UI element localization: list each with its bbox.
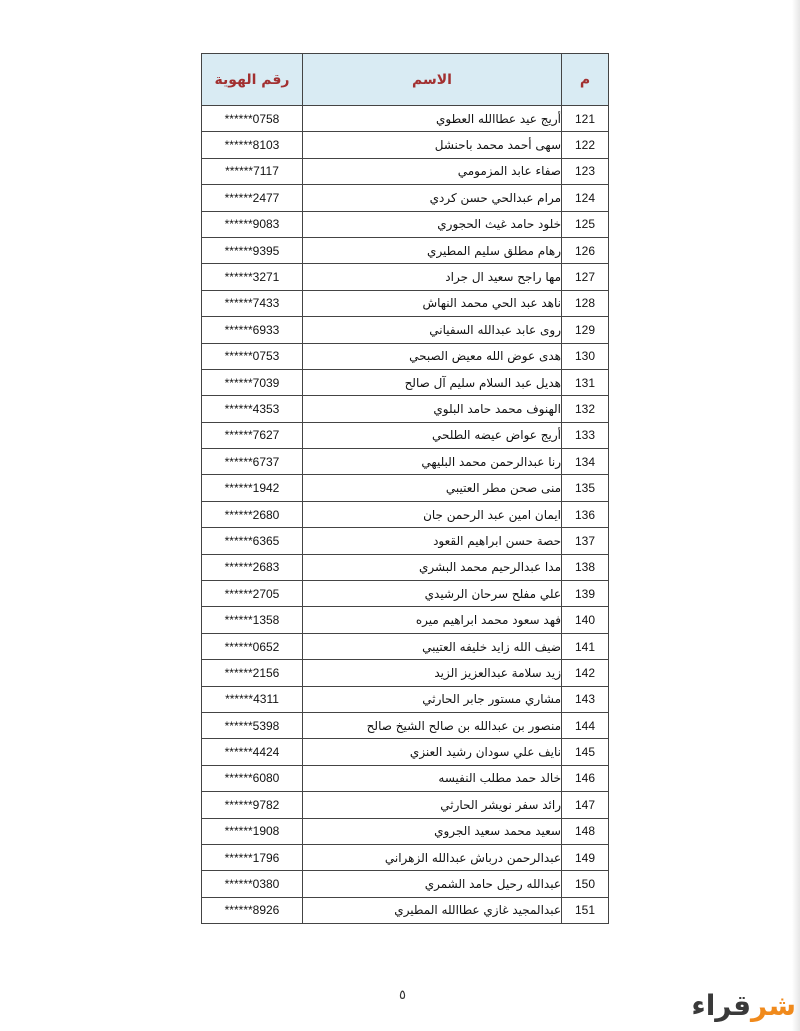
row-id-number: ******7627: [202, 422, 303, 448]
row-id-number: ******6737: [202, 449, 303, 475]
row-name: أريج عيد عطاالله العطوي: [303, 106, 562, 132]
row-id-number: ******2683: [202, 554, 303, 580]
table-row: [202, 449, 609, 475]
row-name: سهى أحمد محمد باحنشل: [303, 132, 562, 158]
row-id-number: ******6080: [202, 765, 303, 791]
row-name: ناهد عبد الحي محمد النهاش: [303, 290, 562, 316]
row-name: رنا عبدالرحمن محمد البليهي: [303, 449, 562, 475]
table-row: [202, 106, 609, 132]
site-logo[interactable]: [691, 986, 796, 1026]
row-number: 125: [562, 211, 609, 237]
row-number: 136: [562, 501, 609, 527]
row-id-number: ******0753: [202, 343, 303, 369]
table-row: [202, 501, 609, 527]
row-number: 124: [562, 185, 609, 211]
table-row: [202, 396, 609, 422]
row-id-number: ******1908: [202, 818, 303, 844]
row-name: هدى عوض الله معيض الصبحي: [303, 343, 562, 369]
row-id-number: ******9782: [202, 792, 303, 818]
table-row: [202, 581, 609, 607]
row-number: 137: [562, 528, 609, 554]
row-name: منى صحن مطر العتيبي: [303, 475, 562, 501]
row-name: مها راجح سعيد ال جراد: [303, 264, 562, 290]
row-id-number: ******2680: [202, 501, 303, 527]
row-id-number: ******8103: [202, 132, 303, 158]
row-number: 122: [562, 132, 609, 158]
row-name: روى عابد عبدالله السفياني: [303, 317, 562, 343]
table-row: [202, 237, 609, 263]
table-row: [202, 317, 609, 343]
row-name: رائد سفر نويشر الحارثي: [303, 792, 562, 818]
row-name: ضيف الله زايد خليفه العتيبي: [303, 633, 562, 659]
row-id-number: ******4311: [202, 686, 303, 712]
row-id-number: ******7039: [202, 369, 303, 395]
row-number: 148: [562, 818, 609, 844]
row-id-number: ******1942: [202, 475, 303, 501]
row-number: 127: [562, 264, 609, 290]
logo-accent-text: شر: [751, 989, 796, 1022]
row-id-number: ******0652: [202, 633, 303, 659]
row-id-number: ******4353: [202, 396, 303, 422]
row-name: منصور بن عبدالله بن صالح الشيخ صالح: [303, 712, 562, 738]
row-number: 149: [562, 844, 609, 870]
row-number: 139: [562, 581, 609, 607]
table-row: [202, 765, 609, 791]
header-name: الاسم: [303, 54, 562, 106]
row-name: فهد سعود محمد ابراهيم ميره: [303, 607, 562, 633]
header-id: رقم الهوية: [202, 54, 303, 106]
row-number: 138: [562, 554, 609, 580]
table-row: [202, 422, 609, 448]
row-number: 121: [562, 106, 609, 132]
row-number: 144: [562, 712, 609, 738]
row-name: حصة حسن ابراهيم القعود: [303, 528, 562, 554]
row-name: عبدالرحمن درباش عبدالله الزهراني: [303, 844, 562, 870]
table-row: [202, 660, 609, 686]
row-id-number: ******7117: [202, 158, 303, 184]
table-row: [202, 185, 609, 211]
table-row: [202, 897, 609, 923]
row-id-number: ******3271: [202, 264, 303, 290]
row-number: 129: [562, 317, 609, 343]
row-name: علي مفلح سرحان الرشيدي: [303, 581, 562, 607]
table-row: [202, 369, 609, 395]
row-name: مرام عبدالحي حسن كردي: [303, 185, 562, 211]
row-number: 133: [562, 422, 609, 448]
row-name: عبدالله رحيل حامد الشمري: [303, 871, 562, 897]
page-number: ٥: [399, 988, 406, 1003]
row-id-number: ******2477: [202, 185, 303, 211]
row-number: 141: [562, 633, 609, 659]
row-name: خالد حمد مطلب النفيسه: [303, 765, 562, 791]
table-row: [202, 264, 609, 290]
row-id-number: ******4424: [202, 739, 303, 765]
row-name: مدا عبدالرحيم محمد البشري: [303, 554, 562, 580]
row-id-number: ******6933: [202, 317, 303, 343]
row-id-number: ******5398: [202, 712, 303, 738]
table-row: [202, 607, 609, 633]
row-name: سعيد محمد سعيد الجروي: [303, 818, 562, 844]
row-name: هديل عبد السلام سليم آل صالح: [303, 369, 562, 395]
table-row: [202, 739, 609, 765]
table-row: [202, 211, 609, 237]
row-id-number: ******0758: [202, 106, 303, 132]
row-number: 143: [562, 686, 609, 712]
table-row: [202, 633, 609, 659]
header-number: م: [562, 54, 609, 106]
row-id-number: ******2156: [202, 660, 303, 686]
row-number: 147: [562, 792, 609, 818]
names-table: [201, 53, 609, 924]
table-row: [202, 792, 609, 818]
row-number: 135: [562, 475, 609, 501]
row-number: 142: [562, 660, 609, 686]
row-name: ايمان امين عبد الرحمن جان: [303, 501, 562, 527]
table-row: [202, 343, 609, 369]
table-row: [202, 158, 609, 184]
page-edge-shadow: [792, 0, 800, 1031]
row-name: رهام مطلق سليم المطيري: [303, 237, 562, 263]
row-name: أريج عواض عيضه الطلحي: [303, 422, 562, 448]
table-row: [202, 871, 609, 897]
row-id-number: ******9395: [202, 237, 303, 263]
row-id-number: ******9083: [202, 211, 303, 237]
table-row: [202, 475, 609, 501]
row-number: 134: [562, 449, 609, 475]
row-id-number: ******2705: [202, 581, 303, 607]
row-number: 131: [562, 369, 609, 395]
table-row: [202, 686, 609, 712]
row-id-number: ******1796: [202, 844, 303, 870]
row-id-number: ******6365: [202, 528, 303, 554]
row-id-number: ******0380: [202, 871, 303, 897]
table-row: [202, 844, 609, 870]
table-row: [202, 554, 609, 580]
row-number: 123: [562, 158, 609, 184]
table-header-row: [202, 54, 609, 106]
row-name: خلود حامد غيث الحجوري: [303, 211, 562, 237]
table-row: [202, 132, 609, 158]
row-id-number: ******7433: [202, 290, 303, 316]
table-row: [202, 528, 609, 554]
row-number: 130: [562, 343, 609, 369]
row-name: صفاء عابد المزمومي: [303, 158, 562, 184]
row-name: زيد سلامة عبدالعزيز الزيد: [303, 660, 562, 686]
row-name: مشاري مستور جابر الحارثي: [303, 686, 562, 712]
row-name: نايف علي سودان رشيد العنزي: [303, 739, 562, 765]
row-id-number: ******8926: [202, 897, 303, 923]
row-number: 140: [562, 607, 609, 633]
row-name: الهنوف محمد حامد البلوي: [303, 396, 562, 422]
table-row: [202, 290, 609, 316]
row-number: 151: [562, 897, 609, 923]
row-number: 132: [562, 396, 609, 422]
table-row: [202, 818, 609, 844]
row-number: 126: [562, 237, 609, 263]
table-row: [202, 712, 609, 738]
logo-text: قراء: [691, 989, 752, 1022]
row-number: 128: [562, 290, 609, 316]
row-id-number: ******1358: [202, 607, 303, 633]
row-number: 146: [562, 765, 609, 791]
row-number: 150: [562, 871, 609, 897]
row-name: عبدالمجيد غازي عطاالله المطيري: [303, 897, 562, 923]
row-number: 145: [562, 739, 609, 765]
